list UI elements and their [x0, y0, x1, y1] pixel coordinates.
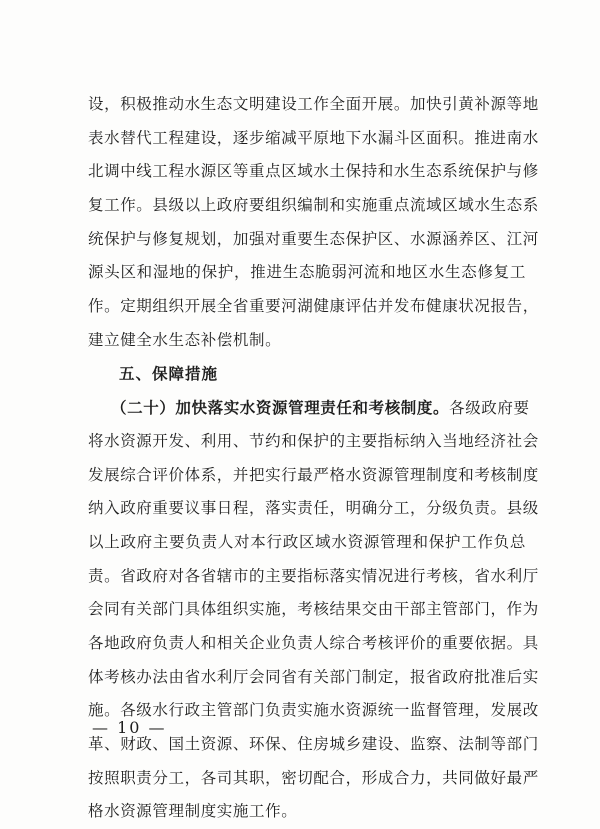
text-line: 责。省政府对各省辖市的主要指标落实情况进行考核，省水利厅 — [88, 566, 539, 585]
item-first-line — [88, 391, 530, 425]
item-title: （二十）加快落实水资源管理责任和考核制度。 — [111, 398, 450, 418]
text-line: 统保护与修复规划，加强对重要生态保护区、水源涵养区、江河 — [88, 229, 539, 248]
text-line: 作。定期组织开展全省重要河湖健康评估并发布健康状况报告， — [88, 297, 539, 316]
text-line: 以上政府主要负责人对本行政区域水资源管理和保护工作负总 — [88, 532, 526, 551]
text-line: 纳入政府重要议事日程，落实责任，明确分工，分级负责。县级 — [88, 499, 539, 518]
text-line: 按照职责分工，各司其职，密切配合，形成合力，共同做好最严 — [88, 768, 539, 787]
text-line: 体考核办法由省水利厅会同省有关部门制定，报省政府批准后实 — [88, 667, 539, 686]
text-line: 将水资源开发、利用、节约和保护的主要指标纳入当地经济社会 — [88, 431, 539, 450]
item-first-line-rest: 各级政府要 — [449, 399, 530, 418]
text-line: 源头区和湿地的保护，推进生态脆弱河流和地区水生态修复工 — [88, 263, 526, 282]
text-line: 革、财政、国土资源、环保、住房城乡建设、监察、法制等部门 — [88, 735, 539, 754]
page-number: — 10 — — [92, 718, 167, 737]
text-line: 设，积极推动水生态文明建设工作全面开展。加快引黄补源等地 — [88, 95, 539, 113]
text-line: 各地政府负责人和相关企业负责人综合考核评价的重要依据。具 — [88, 634, 539, 652]
text-line: 复工作。县级以上政府要组织编制和实施重点流域区域水生态系 — [88, 196, 539, 215]
text-line: 北调中线工程水源区等重点区域水土保持和水生态系统保护与修 — [88, 162, 539, 181]
text-line: 建立健全水生态补偿机制。 — [88, 330, 282, 349]
text-line: 格水资源管理制度实施工作。 — [88, 802, 298, 821]
section-heading: 五、保障措施 — [119, 364, 219, 383]
text-line: 表水替代工程建设，逐步缩减平原地下水漏斗区面积。推进南水 — [88, 128, 539, 147]
text-line: 会同有关部门具体组织实施，考核结果交由干部主管部门，作为 — [88, 600, 539, 619]
text-line: 发展综合评价体系，并把实行最严格水资源管理制度和考核制度 — [88, 465, 539, 484]
text-line: 施。各级水行政主管部门负责实施水资源统一监督管理，发展改 — [88, 701, 539, 720]
